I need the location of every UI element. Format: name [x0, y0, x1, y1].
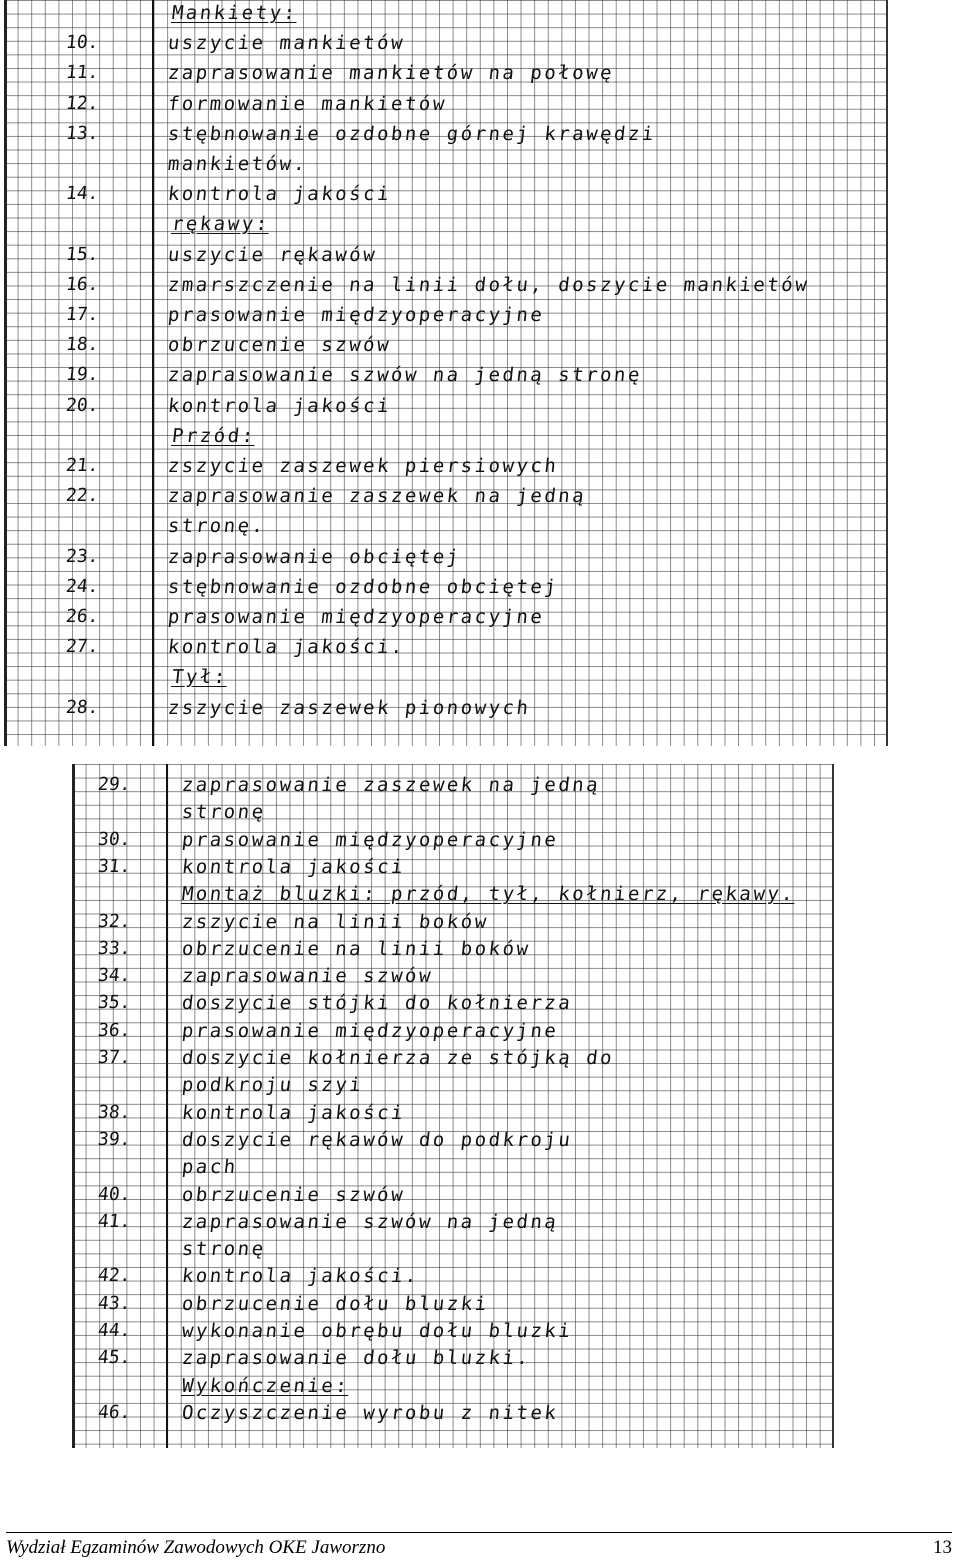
- operation-text: doszycie kołnierza ze stójką do: [180, 1047, 616, 1069]
- step-number: 31.: [96, 855, 132, 877]
- step-number: 17.: [64, 304, 100, 325]
- page-number: 13: [933, 1537, 952, 1558]
- page-footer: [6, 1532, 952, 1561]
- step-number: 35.: [96, 992, 132, 1014]
- operation-text: stronę.: [166, 515, 267, 538]
- step-number: 34.: [96, 965, 132, 987]
- step-number: 10.: [64, 32, 100, 54]
- step-number: 18.: [64, 334, 100, 356]
- section-heading: Mankiety:: [170, 2, 299, 24]
- operation-text: doszycie stójki do kołnierza: [180, 992, 574, 1015]
- step-number: 27.: [64, 636, 100, 658]
- sheet-right-edge: [832, 764, 834, 1448]
- step-number: 37.: [96, 1047, 132, 1068]
- operation-text: formowanie mankietów: [166, 92, 448, 115]
- section-heading: Tył:: [170, 666, 229, 689]
- step-number: 24.: [64, 575, 100, 597]
- operation-text: kontrola jakości: [180, 855, 407, 878]
- operation-text: zaprasowanie szwów na jedną: [180, 1210, 560, 1233]
- operation-text: kontrola jakości: [166, 183, 393, 206]
- step-number: 46.: [96, 1401, 132, 1423]
- step-number: 30.: [96, 828, 132, 850]
- operation-text: wykonanie obrębu dołu bluzki: [180, 1320, 574, 1342]
- step-number: 22.: [64, 485, 100, 507]
- bottom-notebook-sheet: [72, 764, 834, 1448]
- sheet-left-edge: [4, 0, 7, 746]
- sheet-right-edge: [886, 0, 888, 746]
- operation-text: stronę: [180, 1238, 267, 1261]
- operation-text: stębnowanie ozdobne obciętej: [166, 575, 560, 598]
- operation-text: podkroju szyi: [180, 1074, 365, 1097]
- operation-text: mankietów.: [166, 153, 309, 175]
- step-number: 29.: [96, 774, 132, 795]
- step-number: 11.: [64, 62, 100, 84]
- operation-text: stębnowanie ozdobne górnej krawędzi: [166, 122, 658, 145]
- step-number: 45.: [96, 1347, 132, 1369]
- step-number: 44.: [96, 1320, 132, 1341]
- step-number: 12.: [64, 92, 100, 114]
- operation-text: zszycie na linii boków: [180, 910, 490, 933]
- step-number: 13.: [64, 122, 100, 144]
- operation-text: obrzucenie dołu bluzki: [180, 1292, 490, 1315]
- step-number: 38.: [96, 1101, 132, 1123]
- operation-text: zaprasowanie zaszewek na jedną: [180, 774, 602, 796]
- operation-text: pach: [180, 1156, 239, 1179]
- step-number: 15.: [64, 243, 100, 265]
- operation-text: prasowanie międzyoperacyjne: [180, 1019, 560, 1042]
- operation-text: obrzucenie szwów: [180, 1183, 407, 1206]
- operation-text: prasowanie międzyoperacyjne: [180, 828, 560, 851]
- step-number: 42.: [96, 1265, 132, 1287]
- operation-text: stronę: [180, 801, 267, 824]
- operation-text: doszycie rękawów do podkroju: [180, 1128, 574, 1151]
- operation-text: obrzucenie na linii boków: [180, 937, 532, 960]
- operation-text: kontrola jakości.: [166, 636, 407, 659]
- step-number: 23.: [64, 545, 100, 567]
- footer-institution: Wydział Egzaminów Zawodowych OKE Jaworzno: [6, 1537, 386, 1558]
- operation-text: zszycie zaszewek pionowych: [166, 696, 532, 719]
- step-number: 16.: [64, 273, 100, 295]
- operation-text: zaprasowanie zaszewek na jedną: [166, 485, 588, 508]
- section-heading: Montaż bluzki: przód, tył, kołnierz, rękawy.: [180, 883, 797, 906]
- operation-text: uszycie mankietów: [166, 32, 407, 55]
- operation-text: kontrola jakości.: [180, 1265, 421, 1288]
- operation-text: zmarszczenie na linii dołu, doszycie mankietów: [166, 273, 811, 296]
- step-number: 26.: [64, 606, 100, 627]
- operation-text: zaprasowanie obciętej: [166, 545, 462, 568]
- operation-text: zaprasowanie mankietów na połowę: [166, 62, 616, 85]
- operation-text: zszycie zaszewek piersiowych: [166, 455, 560, 477]
- operation-text: prasowanie międzyoperacyjne: [166, 304, 546, 326]
- section-heading: Przód:: [170, 424, 257, 447]
- operation-text: prasowanie międzyoperacyjne: [166, 606, 546, 628]
- operation-text: obrzucenie szwów: [166, 334, 393, 357]
- step-number: 36.: [96, 1019, 132, 1041]
- operation-text: zaprasowanie szwów na jedną stronę: [166, 364, 644, 387]
- step-number: 39.: [96, 1128, 132, 1150]
- step-number: 32.: [96, 910, 132, 932]
- operation-text: uszycie rękawów: [166, 243, 379, 266]
- operation-text: kontrola jakości: [180, 1101, 407, 1124]
- step-number: 33.: [96, 937, 132, 959]
- step-number: 41.: [96, 1210, 132, 1232]
- operation-text: zaprasowanie szwów: [180, 965, 435, 988]
- operation-text: zaprasowanie dołu bluzki.: [180, 1347, 532, 1370]
- operation-text: kontrola jakości: [166, 394, 393, 417]
- margin-line: [152, 0, 154, 746]
- step-number: 19.: [64, 364, 100, 386]
- step-number: 28.: [64, 696, 100, 718]
- operation-text: Oczyszczenie wyrobu z nitek: [180, 1401, 560, 1424]
- step-number: 20.: [64, 394, 100, 416]
- section-heading: rękawy:: [170, 213, 271, 236]
- top-notebook-sheet: [4, 0, 888, 746]
- step-number: 40.: [96, 1183, 132, 1205]
- section-heading: Wykończenie:: [180, 1374, 351, 1397]
- step-number: 21.: [64, 455, 100, 476]
- step-number: 43.: [96, 1292, 132, 1314]
- margin-line: [166, 764, 168, 1448]
- sheet-left-edge: [72, 764, 75, 1448]
- step-number: 14.: [64, 183, 100, 205]
